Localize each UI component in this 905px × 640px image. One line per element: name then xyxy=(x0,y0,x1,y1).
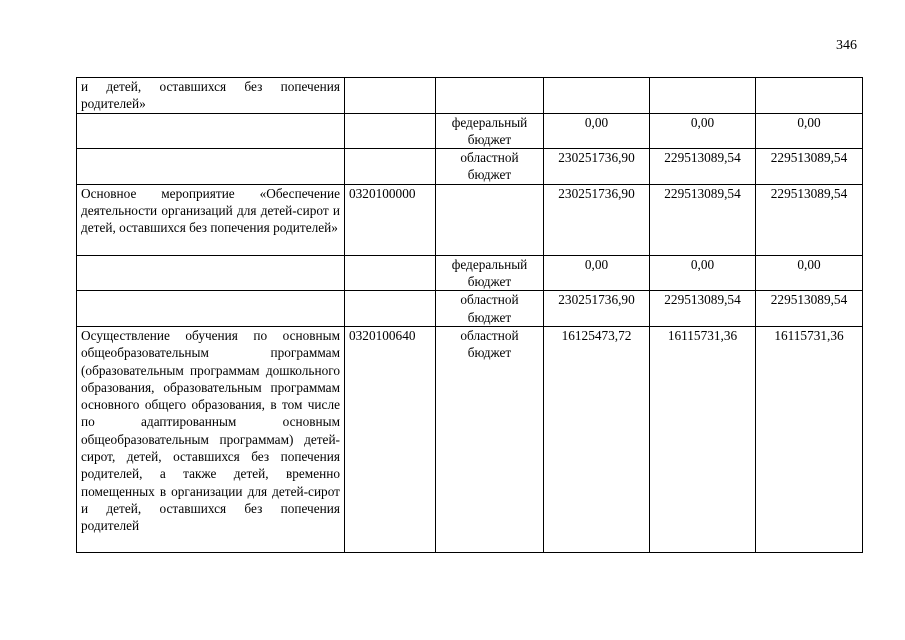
page-number: 346 xyxy=(836,38,857,53)
cell-name xyxy=(77,113,345,149)
cell-source xyxy=(436,78,544,114)
cell-year1: 230251736,90 xyxy=(544,291,650,327)
cell-year1: 230251736,90 xyxy=(544,184,650,255)
cell-year2: 16115731,36 xyxy=(650,326,756,552)
cell-year3: 229513089,54 xyxy=(756,149,863,185)
cell-year3 xyxy=(756,78,863,114)
cell-year2: 229513089,54 xyxy=(650,149,756,185)
cell-code: 0320100000 xyxy=(345,184,436,255)
cell-year1: 0,00 xyxy=(544,255,650,291)
cell-name: и детей, оставшихся без попечения родителей» xyxy=(77,78,345,114)
cell-source: областной бюджет xyxy=(436,149,544,185)
cell-year1 xyxy=(544,78,650,114)
cell-year1: 0,00 xyxy=(544,113,650,149)
table-row xyxy=(77,255,863,291)
cell-code xyxy=(345,149,436,185)
cell-year2: 229513089,54 xyxy=(650,291,756,327)
table-row xyxy=(77,326,863,552)
cell-name xyxy=(77,255,345,291)
budget-table xyxy=(76,77,863,553)
cell-year3: 229513089,54 xyxy=(756,184,863,255)
table-row xyxy=(77,291,863,327)
cell-year2: 0,00 xyxy=(650,113,756,149)
cell-year3: 0,00 xyxy=(756,113,863,149)
table-row xyxy=(77,78,863,114)
cell-year3: 0,00 xyxy=(756,255,863,291)
table-row xyxy=(77,113,863,149)
cell-name: Основное мероприятие «Обеспечение деятельности организаций для детей-сирот и детей, оставшихся без попечения родителей» xyxy=(77,184,345,255)
cell-source: областной бюджет xyxy=(436,291,544,327)
cell-year2 xyxy=(650,78,756,114)
cell-year1: 16125473,72 xyxy=(544,326,650,552)
cell-year1: 230251736,90 xyxy=(544,149,650,185)
cell-year2: 229513089,54 xyxy=(650,184,756,255)
cell-source: федеральный бюджет xyxy=(436,255,544,291)
table-row xyxy=(77,184,863,255)
cell-source: областной бюджет xyxy=(436,326,544,552)
cell-year3: 229513089,54 xyxy=(756,291,863,327)
cell-code xyxy=(345,255,436,291)
cell-code xyxy=(345,113,436,149)
cell-year3: 16115731,36 xyxy=(756,326,863,552)
cell-name xyxy=(77,149,345,185)
cell-source xyxy=(436,184,544,255)
table-row xyxy=(77,149,863,185)
cell-name xyxy=(77,291,345,327)
cell-code xyxy=(345,291,436,327)
cell-name: Осуществление обучения по основным общеобразовательным программам (образовательным программам дошкольного образования, образовательным программам основного общего образования, в том числе по адаптированным основным общеобразовательным программам) детей-сирот, детей, оставшихся без попечения родителей, а также детей, временно помещенных в организации для детей-сирот и детей, оставшихся без попечения родителей xyxy=(77,326,345,552)
cell-code: 0320100640 xyxy=(345,326,436,552)
cell-year2: 0,00 xyxy=(650,255,756,291)
cell-code xyxy=(345,78,436,114)
cell-source: федеральный бюджет xyxy=(436,113,544,149)
